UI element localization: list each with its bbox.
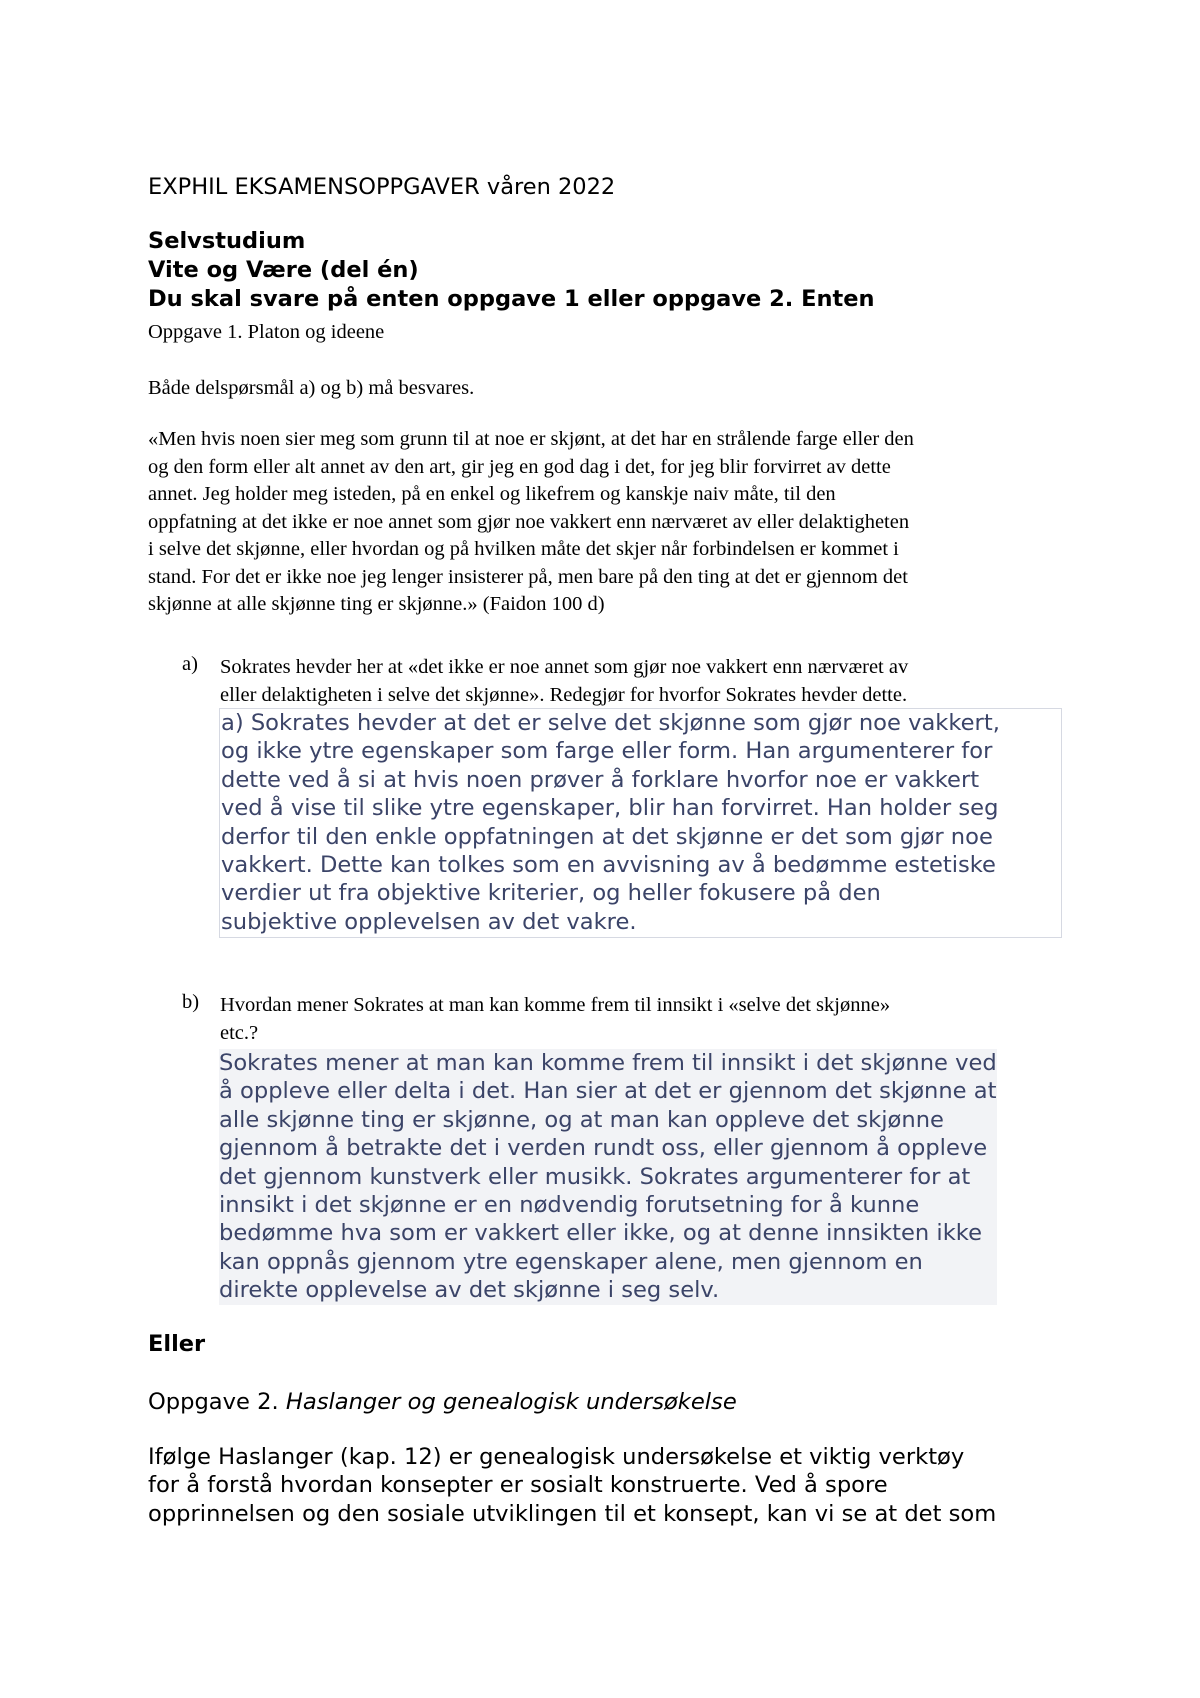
heading-instructions: Du skal svare på enten oppgave 1 eller oppgave 2. Enten <box>148 286 875 312</box>
question-b-letter: b) <box>182 991 200 1013</box>
task2-prefix: Oppgave 2. <box>148 1389 286 1415</box>
answer-line: alle skjønne ting er skjønne, og at man kan oppleve det skjønne <box>219 1106 997 1134</box>
task1-instruction: Både delspørsmål a) og b) må besvares. <box>148 377 475 399</box>
question-a-text <box>220 653 908 709</box>
answer-line: og ikke ytre egenskaper som farge eller form. Han argumenterer for <box>221 738 993 765</box>
body-line: for å forstå hvordan konsepter er sosialt konstruerte. Ved å spore <box>148 1472 888 1499</box>
answer-line: bedømme hva som er vakkert eller ikke, og at denne innsikten ikke <box>219 1219 997 1247</box>
quote-line: annet. Jeg holder meg isteden, på en enkel og likefrem og kanskje naiv måte, til den <box>148 483 836 505</box>
task2-title-italic: Haslanger og genealogisk undersøkelse <box>285 1389 737 1415</box>
answer-line: dette ved å si at hvis noen prøver å forklare hvorfor noe er vakkert <box>221 766 980 793</box>
quote-line: oppfatning at det ikke er noe annet som gjør noe vakkert enn nærværet av eller delaktigheten <box>148 510 910 533</box>
answer-line: gjennom å betrakte det i verden rundt oss, eller gjennom å oppleve <box>219 1134 997 1162</box>
answer-line: direkte opplevelse av det skjønne i seg selv. <box>219 1276 997 1304</box>
answer-line: derfor til den enkle oppfatningen at det skjønne er det som gjør noe <box>221 823 993 850</box>
answer-line: kan oppnås gjennom ytre egenskaper alene, men gjennom en <box>219 1248 997 1276</box>
question-line: etc.? <box>220 1022 259 1044</box>
quote-line: skjønne at alle skjønne ting er skjønne.» (Faidon 100 d) <box>148 593 605 615</box>
answer-line: Sokrates mener at man kan komme frem til innsikt i det skjønne ved <box>219 1050 997 1076</box>
answer-line: å oppleve eller delta i det. Han sier at det er gjennom det skjønne at <box>219 1078 997 1105</box>
question-line: Hvordan mener Sokrates at man kan komme frem til innsikt i «selve det skjønne» <box>220 994 891 1016</box>
quote-line: i selve det skjønne, eller hvordan og på hvilken måte det skjer når forbindelsen er kommet i <box>148 538 899 560</box>
answer-a-box[interactable] <box>219 708 1062 938</box>
question-line: eller delaktigheten i selve det skjønne». Redegjør for hvorfor Sokrates hevder dette. <box>220 684 908 706</box>
question-line: Sokrates hevder her at «det ikke er noe annet som gjør noe vakkert enn nærværet av <box>220 656 909 678</box>
answer-line: vakkert. Dette kan tolkes som en avvisning av å bedømme estetiske <box>221 852 996 879</box>
answer-line: det gjennom kunstverk eller musikk. Sokrates argumenterer for at <box>219 1163 997 1191</box>
task2-title <box>148 1389 737 1415</box>
document-title: EXPHIL EKSAMENSOPPGAVER våren 2022 <box>148 174 616 200</box>
task1-title: Oppgave 1. Platon og ideene <box>148 321 385 343</box>
faidon-quote <box>148 426 1068 619</box>
question-a-letter: a) <box>182 653 198 675</box>
answer-line: verdier ut fra objektive kriterier, og heller fokusere på den <box>221 880 881 907</box>
body-line: opprinnelsen og den sosiale utviklingen til et konsept, kan vi se at det som <box>148 1500 997 1527</box>
question-b-text <box>220 991 890 1047</box>
or-heading: Eller <box>148 1331 206 1357</box>
body-line: Ifølge Haslanger (kap. 12) er genealogisk undersøkelse et viktig verktøy <box>148 1444 965 1470</box>
heading-selvstudium: Selvstudium <box>148 228 306 254</box>
answer-b-block[interactable] <box>219 1049 997 1305</box>
quote-line: og den form eller alt annet av den art, gir jeg en god dag i det, for jeg blir forvirret av dette <box>148 455 891 478</box>
task2-body <box>148 1443 996 1528</box>
answer-line: ved å vise til slike ytre egenskaper, blir han forvirret. Han holder seg <box>221 795 999 822</box>
answer-line: subjektive opplevelsen av det vakre. <box>221 908 637 935</box>
answer-line: a) Sokrates hevder at det er selve det skjønne som gjør noe vakkert, <box>221 710 1000 736</box>
quote-line: stand. For det er ikke noe jeg lenger insisterer på, men bare på den ting at det er gjennom det <box>148 565 908 588</box>
quote-line: «Men hvis noen sier meg som grunn til at noe er skjønt, at det har en strålende farge eller den <box>148 428 914 450</box>
answer-line: innsikt i det skjønne er en nødvendig forutsetning for å kunne <box>219 1191 997 1219</box>
heading-vite-og-vaere: Vite og Være (del én) <box>148 257 419 283</box>
